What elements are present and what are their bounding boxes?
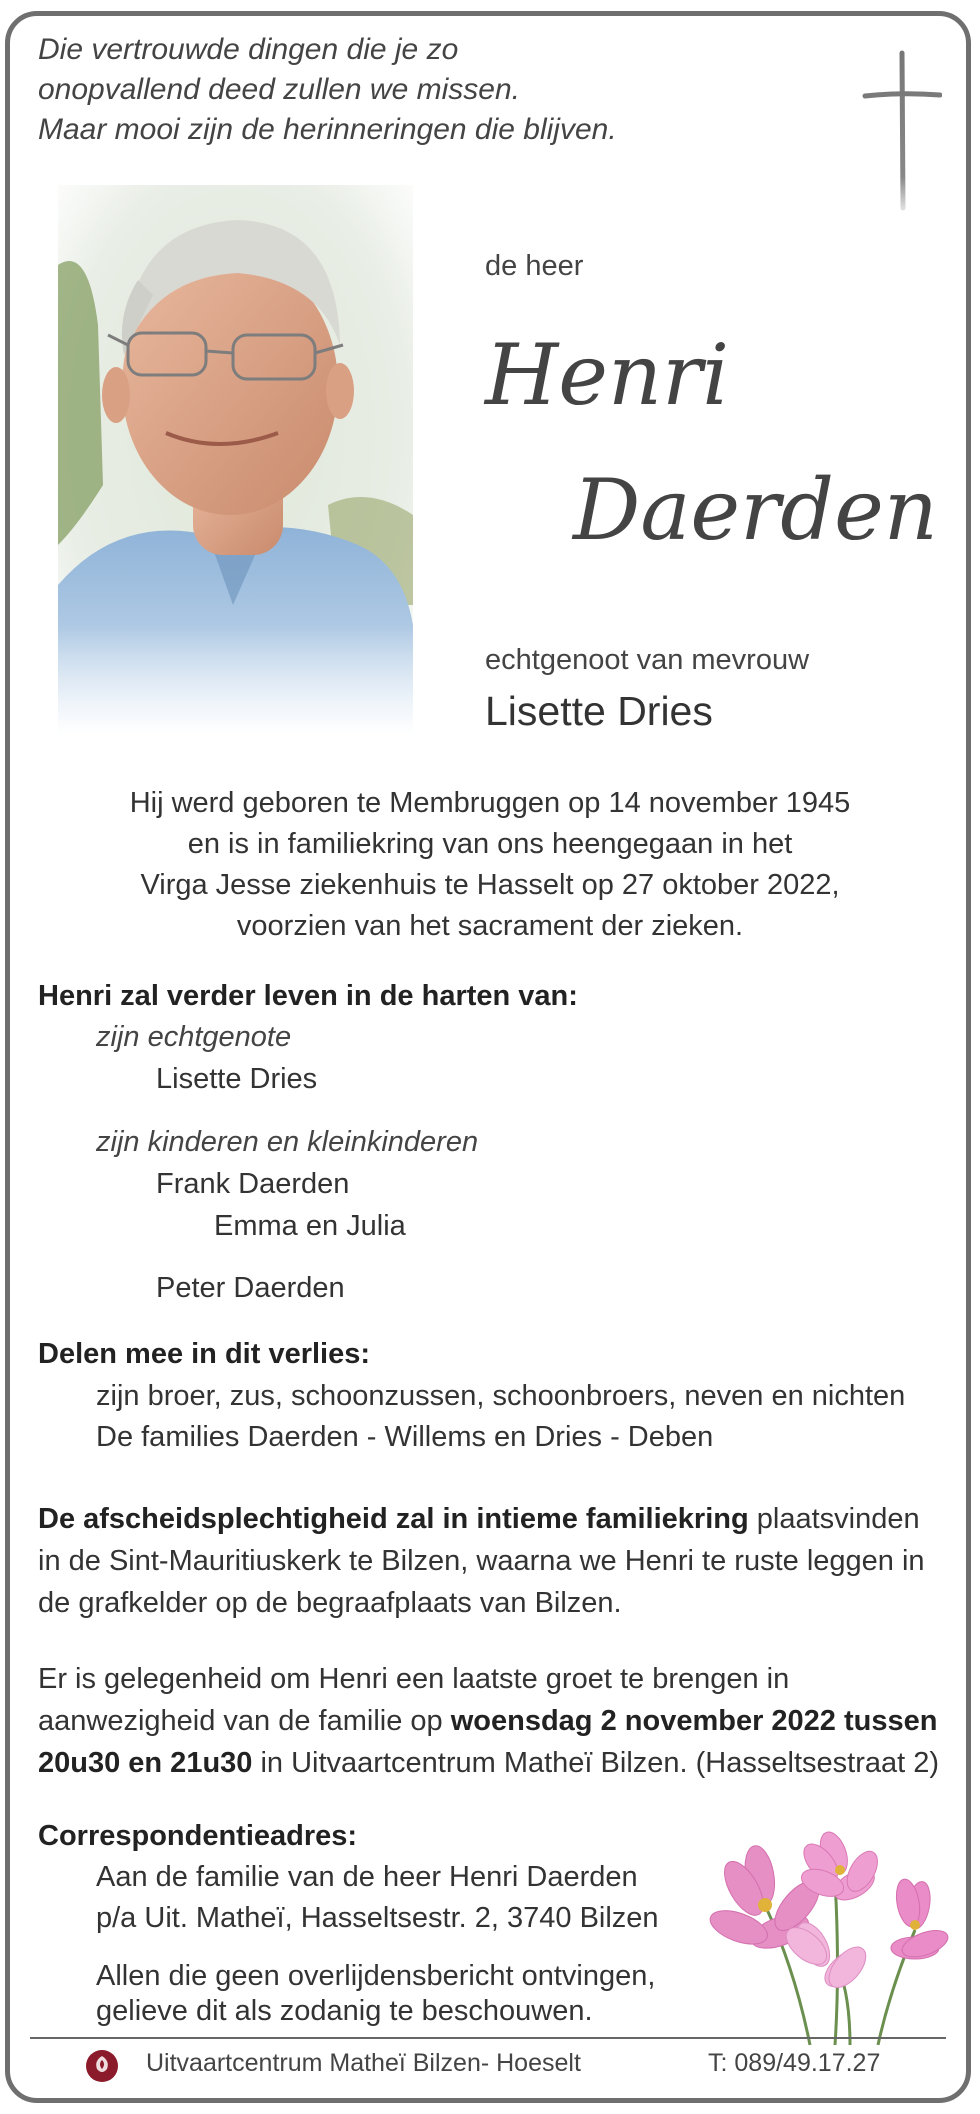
- spouse-name: Lisette Dries: [485, 688, 713, 734]
- family-heading: Henri zal verder leven in de harten van:: [38, 980, 578, 1012]
- family-spouse-label: zijn echtgenote: [96, 1021, 292, 1053]
- visit-pre: Er is gelegenheid om Henri een laatste groet te brengen in aanwezigheid van de familie op: [38, 1663, 790, 1737]
- family-grandchildren: Emma en Julia: [214, 1210, 406, 1242]
- poem-line: Maar mooi zijn de herinneringen die blijven.: [38, 113, 617, 146]
- family-children-label: zijn kinderen en kleinkinderen: [96, 1126, 479, 1158]
- notice-line: gelieve dit als zodanig te beschouwen.: [96, 1995, 593, 2027]
- family-spouse: Lisette Dries: [156, 1063, 318, 1095]
- spouse-label: echtgenoot van mevrouw: [485, 644, 810, 676]
- sharing-heading: Delen mee in dit verlies:: [38, 1338, 371, 1370]
- ceremony-rest: plaatsvinden in de Sint-Mauritiuskerk te Bilzen, waarna we Henri te ruste leggen in de grafkelder op de begraafplaats van Bilzen.: [38, 1503, 925, 1619]
- ceremony-paragraph: [38, 1498, 950, 1624]
- first-name: Henri: [485, 326, 730, 424]
- family-child: Peter Daerden: [156, 1272, 345, 1304]
- birth-line: en is in familiekring van ons heengegaan in het: [187, 828, 793, 860]
- sharing-line: De families Daerden - Willems en Dries - Deben: [96, 1421, 714, 1453]
- portrait-photo: [58, 185, 413, 735]
- flowers-illustration: [700, 1830, 960, 2045]
- visit-bold: woensdag 2 november 2022 tussen 20u30 en 21u30: [38, 1705, 938, 1779]
- visit-post: in Uitvaartcentrum Matheï Bilzen. (Hasseltsestraat 2): [252, 1747, 940, 1779]
- birth-line: Virga Jesse ziekenhuis te Hasselt op 27 oktober 2022,: [140, 869, 840, 901]
- birth-line: Hij werd geboren te Membruggen op 14 november 1945: [129, 787, 851, 819]
- correspondence-line: Aan de familie van de heer Henri Daerden: [96, 1861, 638, 1893]
- cross-icon: [862, 48, 942, 218]
- poem-line: Die vertrouwde dingen die je zo: [38, 33, 459, 66]
- correspondence-heading: Correspondentieadres:: [38, 1820, 358, 1852]
- funeral-home-logo-icon: [85, 2049, 119, 2083]
- visit-paragraph: [38, 1658, 950, 1784]
- family-child: Frank Daerden: [156, 1168, 350, 1200]
- birth-line: voorzien van het sacrament der zieken.: [236, 910, 744, 942]
- footer-divider: [30, 2037, 946, 2039]
- sharing-line: zijn broer, zus, schoonzussen, schoonbroers, neven en nichten: [96, 1380, 906, 1412]
- poem-line: onopvallend deed zullen we missen.: [38, 73, 520, 106]
- notice-line: Allen die geen overlijdensbericht ontvingen,: [96, 1960, 656, 1992]
- correspondence-line: p/a Uit. Matheï, Hasseltsestr. 2, 3740 Bilzen: [96, 1902, 659, 1934]
- birth-death-text: [40, 783, 940, 947]
- funeral-home-phone: T: 089/49.17.27: [708, 2049, 881, 2077]
- memorial-poem: [38, 30, 617, 150]
- last-name: Daerden: [573, 461, 938, 559]
- funeral-home-name: Uitvaartcentrum Matheï Bilzen- Hoeselt: [146, 2049, 581, 2077]
- ceremony-bold: De afscheidsplechtigheid zal in intieme familiekring: [38, 1503, 749, 1535]
- title-prefix: de heer: [485, 250, 584, 282]
